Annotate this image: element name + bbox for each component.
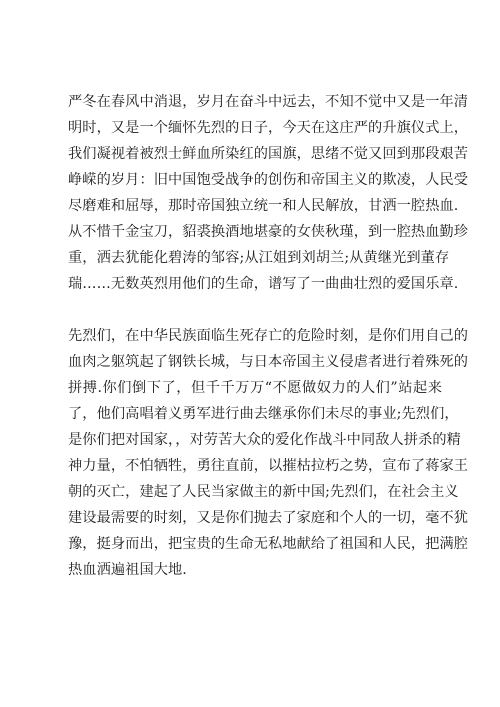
paragraph-line: 瑞……无数英烈用他们的生命，谱写了一曲曲壮烈的爱国乐章. <box>68 276 459 292</box>
paragraph-line: 建设最需要的时刻，又是你们抛去了家庭和个人的一切，毫不犹 <box>68 510 469 526</box>
paragraph-1 <box>68 89 469 297</box>
paragraph-line: 明时，又是一个缅怀先烈的日子，今天在这庄严的升旗仪式上， <box>68 120 469 136</box>
paragraph-line: 热血洒遍祖国大地. <box>68 562 187 578</box>
paragraph-line: 严冬在春风中消退，岁月在奋斗中远去，不知不觉中又是一年清 <box>68 94 469 110</box>
paragraph-line: 朝的灭亡，建起了人民当家做主的新中国;先烈们，在社会主义 <box>68 484 459 500</box>
paragraph-line: 神力量，不怕牺牲，勇往直前，以摧枯拉朽之势，宣布了蒋家王 <box>68 458 469 474</box>
paragraph-line: 从不惜千金宝刀，貂裘换酒地堪豪的女侠秋瑾，到一腔热血勤珍 <box>68 224 469 240</box>
paragraph-2 <box>68 323 469 583</box>
paragraph-line: 血肉之躯筑起了钢铁长城，与日本帝国主义侵虐者进行着殊死的 <box>68 354 469 370</box>
paragraph-line: 豫，挺身而出，把宝贵的生命无私地献给了祖国和人民，把满腔 <box>68 536 469 552</box>
paragraph-line: 先烈们，在中华民族面临生死存亡的危险时刻，是你们用自己的 <box>68 328 469 344</box>
paragraph-line: 是你们把对国家，，对劳苦大众的爱化作战斗中同敌人拼杀的精 <box>68 432 461 448</box>
paragraph-line: 拼搏.你们倒下了，但千千万万“不愿做奴力的人们”站起来 <box>68 380 442 396</box>
paragraph-line: 我们凝视着被烈士鲜血所染红的国旗，思绪不觉又回到那段艰苦 <box>68 146 469 162</box>
paragraph-line: 峥嵘的岁月：旧中国饱受战争的创伤和帝国主义的欺凌，人民受 <box>68 172 469 188</box>
paragraph-line: 了，他们高唱着义勇军进行曲去继承你们未尽的事业;先烈们， <box>68 406 459 422</box>
paragraph-line: 尽磨难和屈辱，那时帝国独立统一和人民解放，甘洒一腔热血. <box>68 198 459 214</box>
paragraph-line: 重，洒去犹能化碧涛的邹容;从江姐到刘胡兰;从黄继光到董存 <box>68 250 450 266</box>
